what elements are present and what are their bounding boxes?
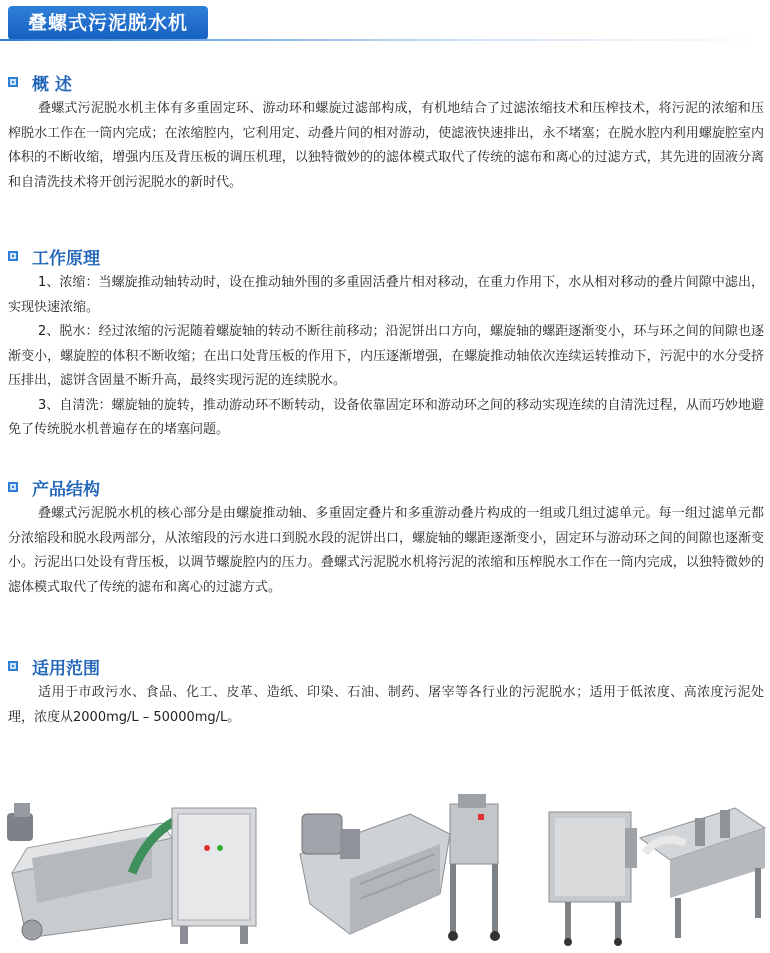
section-title: 工作原理	[32, 248, 100, 269]
page-title: 叠螺式污泥脱水机	[8, 6, 208, 40]
title-underline	[0, 39, 770, 41]
bullet-icon	[8, 77, 18, 87]
principle-item: 2、脱水：经过浓缩的污泥随着螺旋轴的转动不断往前移动；沿泥饼出口方向，螺旋轴的螺距逐渐变小，环与环之间的间隙也逐渐变小，螺旋腔的体积不断收缩；在出口处背压板的作用下，内压逐渐增强，在螺旋推动轴依次连续运转推动下，污泥中的水分受挤压排出，滤饼含固量不断升高，最终实现污泥的连续脱水。	[8, 324, 764, 388]
principle-item: 3、自清洗：螺旋轴的旋转，推动游动环不断转动，设备依靠固定环和游动环之间的移动实现连续的自清洗过程，从而巧妙地避免了传统脱水机普遍存在的堵塞问题。	[8, 397, 764, 437]
bullet-icon	[8, 661, 18, 671]
product-photos	[0, 772, 770, 952]
section-principle	[8, 244, 764, 443]
section-overview	[8, 70, 764, 195]
principle-item: 1、浓缩：当螺旋推动轴转动时，设在推动轴外围的多重固活叠片相对移动，在重力作用下，水从相对移动的叠片间隙中滤出，实现快速浓缩。	[8, 275, 764, 315]
bullet-icon	[8, 482, 18, 492]
bullet-icon	[8, 251, 18, 261]
machine-photo-2	[290, 784, 518, 946]
section-title: 产品结构	[32, 479, 100, 500]
section-title: 概 述	[32, 74, 72, 95]
section-scope	[8, 654, 764, 730]
overview-paragraph: 叠螺式污泥脱水机主体有多重固定环、游动环和螺旋过滤部构成，有机地结合了过滤浓缩技术和压榨技术，将污泥的浓缩和压榨脱水工作在一筒内完成；在浓缩腔内，它利用定、动叠片间的相对游动，使滤液快速排出，永不堵塞；在脱水腔内利用螺旋腔室内体积的不断收缩，增强内压及背压板的调压机理，以独特微妙的的滤体模式取代了传统的滤布和离心的过滤方式，其先进的固液分离和自清洗技术将开创污泥脱水的新时代。	[8, 101, 764, 190]
machine-photo-3	[545, 798, 767, 946]
section-structure	[8, 475, 764, 600]
structure-paragraph: 叠螺式污泥脱水机的核心部分是由螺旋推动轴、多重固定叠片和多重游动叠片构成的一组或几组过滤单元。每一组过滤单元都分浓缩段和脱水段两部分，从浓缩段的污水进口到脱水段的泥饼出口，螺旋轴的螺距逐渐变小，固定环与游动环之间的间隙也逐渐变小。污泥出口处设有背压板，以调节螺旋腔内的压力。叠螺式污泥脱水机将污泥的浓缩和压榨脱水工作在一筒内完成，以独特微妙的滤体模式取代了传统的滤布和离心的过滤方式。	[8, 506, 764, 595]
machine-photo-1	[2, 778, 264, 948]
scope-paragraph: 适用于市政污水、食品、化工、皮革、造纸、印染、石油、制药、屠宰等各行业的污泥脱水；适用于低浓度、高浓度污泥处理，浓度从2000mg/L – 50000mg/L。	[8, 685, 764, 725]
section-title: 适用范围	[32, 658, 100, 679]
